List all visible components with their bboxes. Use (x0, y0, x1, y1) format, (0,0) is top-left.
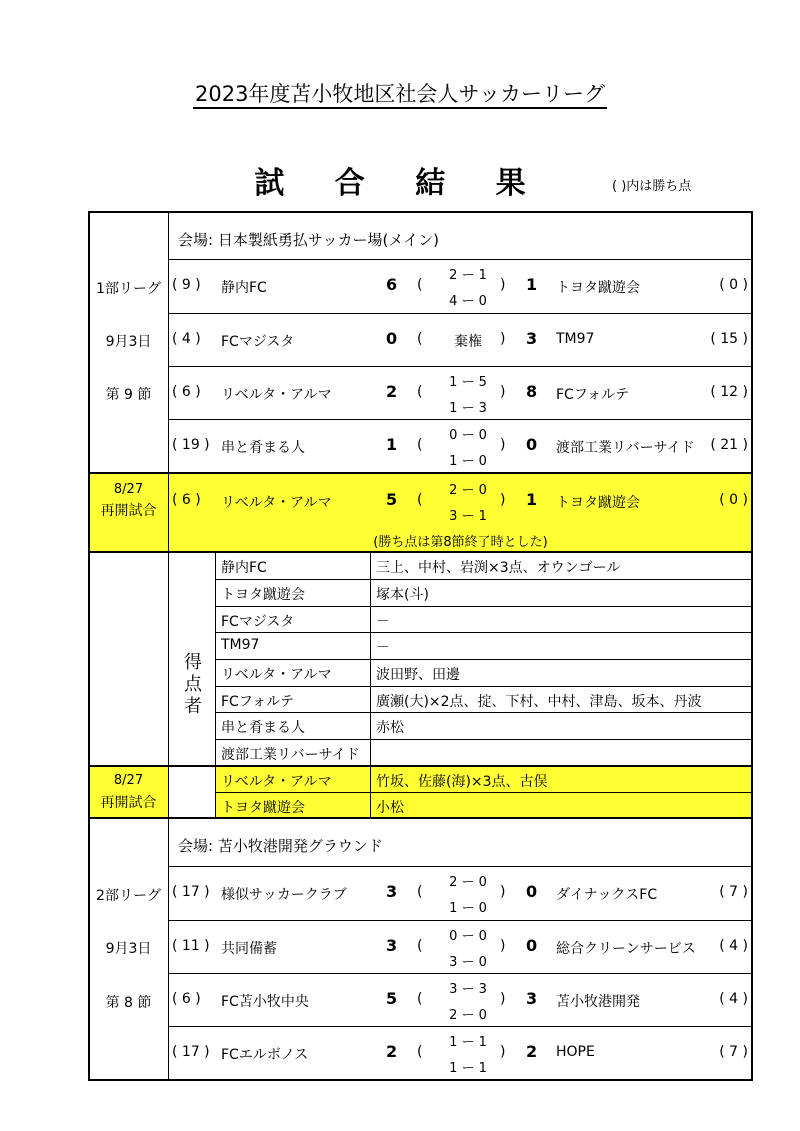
scorer-team: FCフォルテ (221, 694, 295, 710)
date-1: 9月3日 (105, 334, 152, 350)
home-points: ( 6 ) (172, 383, 201, 400)
scorer-team: 静内FC (221, 560, 267, 576)
first-half-score: 2 ー 0 (449, 482, 487, 498)
away-team: 苫小牧港開発 (556, 994, 640, 1010)
home-points: ( 11 ) (172, 938, 210, 954)
home-points: ( 6 ) (172, 491, 201, 508)
home-score: 1 (386, 434, 398, 454)
away-team: 渡部工業リバーサイド (556, 439, 695, 456)
home-points: ( 17 ) (172, 884, 210, 900)
away-score: 8 (526, 381, 538, 401)
home-score: 5 (386, 489, 398, 509)
home-score: 3 (386, 936, 398, 955)
scorer-players: 赤松 (376, 720, 404, 736)
league-1: 1部リーグ (96, 281, 161, 297)
second-half-score: 4 ー 0 (449, 293, 487, 309)
venue-2: 会場: 苫小牧港開発グラウンド (178, 837, 383, 855)
close-paren: ) (500, 991, 506, 1007)
close-paren: ) (500, 884, 506, 900)
home-score: 6 (386, 274, 398, 294)
close-paren: ) (500, 383, 506, 400)
open-paren: ( (417, 938, 423, 954)
home-team: 様似サッカークラブ (221, 887, 347, 903)
away-points: ( 15 ) (710, 330, 748, 347)
scorer-team: FCマジスタ (221, 614, 295, 630)
scorers-header-char: 得 (184, 652, 202, 673)
away-team: TM97 (556, 330, 595, 347)
away-score: 3 (526, 989, 538, 1008)
second-half-score: 3 ー 0 (449, 955, 487, 970)
home-points: ( 9 ) (172, 276, 201, 293)
scorer-team: トヨタ蹴遊会 (221, 800, 305, 816)
away-score: 1 (526, 489, 538, 509)
scorers-header-char: 点 (184, 674, 202, 695)
home-team: FCマジスタ (221, 333, 295, 350)
away-points: ( 7 ) (719, 884, 748, 900)
away-team: ダイナックスFC (556, 887, 658, 903)
resumed-label-1: 再開試合 (100, 503, 157, 519)
scorer-players: － (376, 614, 390, 630)
away-points: ( 21 ) (710, 436, 748, 453)
forfeit-label: 棄権 (454, 333, 482, 350)
home-score: 5 (386, 989, 398, 1008)
venue-1: 会場: 日本製紙勇払サッカー場(メイン) (178, 231, 439, 249)
second-half-score: 1 ー 3 (449, 400, 487, 416)
open-paren: ( (417, 330, 423, 347)
away-team: トヨタ蹴遊会 (556, 279, 640, 296)
close-paren: ) (500, 436, 506, 453)
home-points: ( 4 ) (172, 330, 201, 347)
away-score: 0 (526, 936, 538, 955)
home-score: 3 (386, 882, 398, 901)
open-paren: ( (417, 276, 423, 293)
away-team: FCフォルテ (556, 386, 630, 403)
close-paren: ) (500, 1044, 506, 1060)
second-half-score: 1 ー 0 (449, 453, 487, 469)
page-title: 2023年度苫小牧地区社会人サッカーリーグ (0, 78, 800, 108)
home-team: FCエルボノス (221, 1047, 309, 1063)
away-score: 1 (526, 274, 538, 294)
home-team: 串と肴まる人 (221, 439, 305, 456)
away-score: 3 (526, 328, 538, 348)
first-half-score: 1 ー 1 (449, 1035, 487, 1050)
home-score: 0 (386, 328, 398, 348)
scorers-header (176, 652, 210, 718)
scorer-team: 渡部工業リバーサイド (221, 747, 360, 763)
away-points: ( 0 ) (719, 491, 748, 508)
scorer-players: 廣瀬(大)×2点、掟、下村、中村、津島、坂本、丹波 (376, 694, 702, 710)
home-team: FC苫小牧中央 (221, 994, 309, 1010)
open-paren: ( (417, 383, 423, 400)
away-points: ( 4 ) (719, 991, 748, 1007)
date-2: 9月3日 (105, 941, 152, 957)
home-team: 共同備蓄 (221, 941, 277, 957)
home-score: 2 (386, 1042, 398, 1061)
open-paren: ( (417, 1044, 423, 1060)
away-points: ( 7 ) (719, 1044, 748, 1060)
scorer-players: 小松 (376, 800, 404, 816)
round-1: 第 9 節 (105, 387, 152, 403)
home-team: リベルタ・アルマ (221, 386, 332, 403)
away-team: 総合クリーンサービス (556, 941, 696, 957)
second-half-score: 2 ー 0 (449, 1008, 487, 1023)
open-paren: ( (417, 884, 423, 900)
resumed-date-2: 8/27 (113, 773, 144, 788)
away-team: HOPE (556, 1044, 595, 1060)
away-score: 0 (526, 434, 538, 454)
home-team: リベルタ・アルマ (221, 494, 332, 511)
first-half-score: 2 ー 0 (449, 875, 487, 890)
close-paren: ) (500, 330, 506, 347)
second-half-score: 1 ー 0 (449, 901, 487, 916)
first-half-score: 2 ー 1 (449, 267, 487, 283)
scorer-players: 竹坂、佐藤(海)×3点、古俣 (376, 774, 548, 790)
away-points: ( 0 ) (719, 276, 748, 293)
first-half-score: 1 ー 5 (449, 374, 487, 390)
home-points: ( 17 ) (172, 1044, 210, 1060)
open-paren: ( (417, 991, 423, 1007)
away-points: ( 4 ) (719, 938, 748, 954)
open-paren: ( (417, 436, 423, 453)
close-paren: ) (500, 938, 506, 954)
scorer-players: 三上、中村、岩渕×3点、オウンゴール (376, 560, 621, 576)
points-note: ( )内は勝ち点 (612, 179, 692, 194)
second-half-score: 3 ー 1 (449, 508, 487, 524)
scorer-players: 波田野、田邊 (376, 667, 460, 683)
scorer-players: － (376, 640, 390, 656)
second-half-score: 1 ー 1 (449, 1061, 487, 1076)
open-paren: ( (417, 491, 423, 508)
away-score: 2 (526, 1042, 538, 1061)
away-score: 0 (526, 882, 538, 901)
home-points: ( 19 ) (172, 436, 210, 453)
resumed-note: (勝ち点は第8節終了時とした) (373, 535, 548, 550)
scorer-players: 塚本(斗) (376, 587, 429, 603)
away-points: ( 12 ) (710, 383, 748, 400)
scorer-team: トヨタ蹴遊会 (221, 587, 305, 603)
close-paren: ) (500, 491, 506, 508)
round-2: 第 8 節 (105, 995, 152, 1011)
scorer-team: リベルタ・アルマ (221, 667, 332, 683)
results-heading: 試 合 結 果 (254, 166, 546, 201)
home-points: ( 6 ) (172, 991, 201, 1007)
scorer-team: リベルタ・アルマ (221, 774, 332, 790)
scorer-team: TM97 (221, 637, 260, 653)
scorers-header-char: 者 (184, 696, 202, 717)
first-half-score: 0 ー 0 (449, 929, 487, 944)
home-team: 静内FC (221, 279, 267, 296)
scorer-team: 串と肴まる人 (221, 720, 305, 736)
away-team: トヨタ蹴遊会 (556, 494, 640, 511)
first-half-score: 3 ー 3 (449, 982, 487, 997)
resumed-label-2: 再開試合 (100, 795, 157, 811)
league-2: 2部リーグ (96, 888, 161, 904)
home-score: 2 (386, 381, 398, 401)
close-paren: ) (500, 276, 506, 293)
resumed-date-1: 8/27 (113, 482, 144, 497)
first-half-score: 0 ー 0 (449, 427, 487, 443)
